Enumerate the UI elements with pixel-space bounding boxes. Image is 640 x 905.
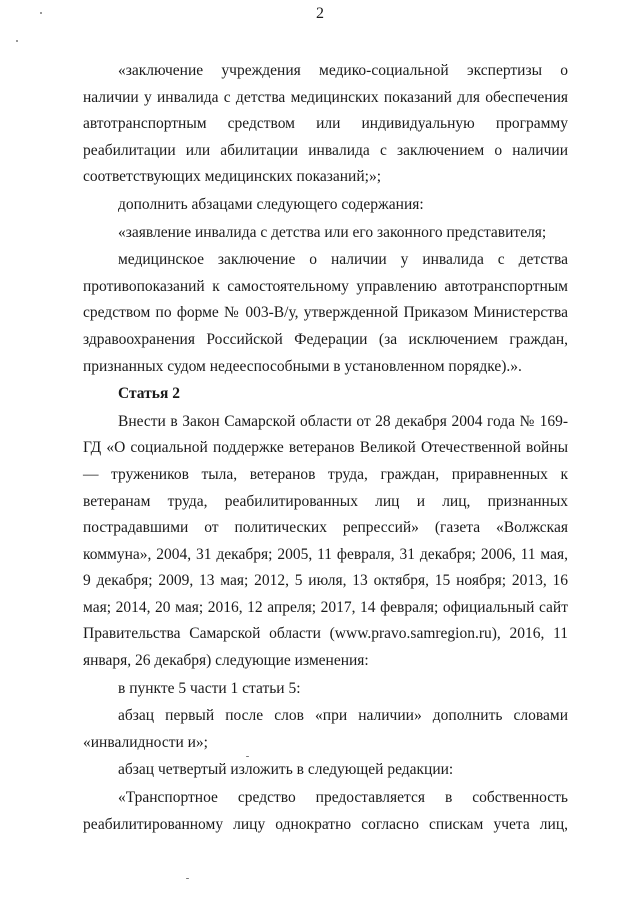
- paragraph-fourth-abzac: абзац четвертый изложить в следующей редакции:: [118, 761, 454, 779]
- paragraph-amend-law: Внести в Закон Самарской области от 28 декабря 2004 года № 169-ГД «О социальной поддержке ветеранов Великой Отечественной войны — тружеников тыла, ветеранов труда, граждан, приравненных к ветеранам труда, реабилитированных лиц и лиц, признанных пострадавшими от политических репрессий» (газета «Волжская коммуна», 2004, 31 декабря; 2005, 11 февраля, 31 декабря; 2006, 11 мая, 9 декабря; 2009, 13 мая; 2012, 5 июля, 13 октября, 15 ноября; 2013, 16 мая; 2014, 20 мая; 2016, 12 апреля; 2017, 14 февраля; официальный сайт Правительства Самарской области (www.pravo.samregion.ru), 2016, 11 января, 26 декабря) следующие изменения:: [83, 412, 568, 670]
- page-number: 2: [316, 5, 324, 22]
- paragraph-first-abzac: абзац первый после слов «при наличии» дополнить словами «инвалидности и»;: [83, 707, 568, 751]
- paragraph-application: «заявление инвалида с детства или его законного представителя;: [118, 223, 547, 241]
- document-body: [83, 58, 568, 838]
- paragraph-medical-conclusion: медицинское заключение о наличии у инвалида с детства противопоказаний к самостоятельному управлению автотранспортным средством по форме № 003-В/у, утвержденной Приказом Министерства здравоохранения Российской Федерации (за исключением граждан, признанных судом недееспособными в установленном порядке).».: [83, 251, 568, 375]
- paragraph-expert-conclusion: «заключение учреждения медико-социальной экспертизы о наличии у инвалида с детства медицинских показаний для обеспечения автотранспортным средством или индивидуальную программу реабилитации или абилитации инвалида с заключением о наличии соответствующих медицинских показаний;»;: [83, 62, 568, 186]
- paragraph-vehicle-provision: «Транспортное средство предоставляется в собственность реабилитированному лицу однократно согласно спискам учета лиц,: [83, 789, 568, 833]
- scan-speck: [40, 12, 42, 14]
- paragraph-supplement: дополнить абзацами следующего содержания:: [118, 195, 424, 213]
- scan-speck: [16, 40, 18, 42]
- scan-speck: [186, 878, 189, 879]
- paragraph-clause-5: в пункте 5 части 1 статьи 5:: [118, 679, 301, 697]
- article-heading: Статья 2: [118, 385, 180, 403]
